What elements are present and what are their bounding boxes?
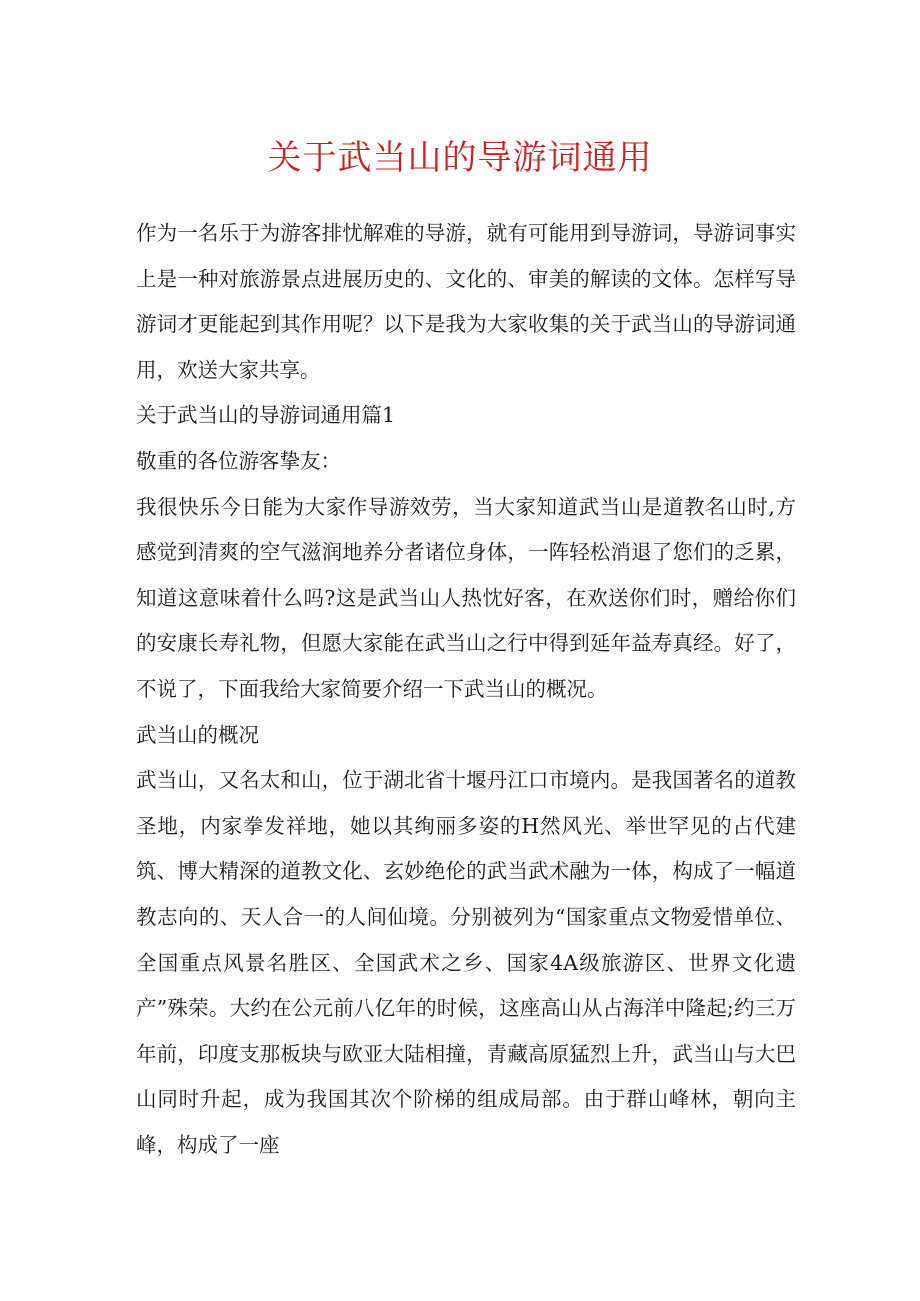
document-body	[136, 211, 796, 1168]
section-heading: 关于武当山的导游词通用篇1	[136, 403, 396, 428]
welcome-paragraph: 我很快乐今日能为大家作导游效劳，当大家知道武当山是道教名山时,方感觉到清爽的空气滋润地养分者诸位身体，一阵轻松消退了您们的乏累，知道这意味着什么吗?这是武当山人热忱好客，在欢送你们时，赠给你们的安康长寿礼物，但愿大家能在武当山之行中得到延年益寿真经。好了，不说了，下面我给大家简要介绍一下武当山的概况。	[136, 494, 796, 701]
intro-paragraph: 作为一名乐于为游客排忧解难的导游，就有可能用到导游词，导游词事实上是一种对旅游景点进展历史的、文化的、审美的解读的文体。怎样写导游词才更能起到其作用呢？以下是我为大家收集的关于武当山的导游词通用，欢送大家共享。	[136, 221, 796, 382]
salutation-paragraph: 敬重的各位游客挚友：	[136, 448, 341, 473]
overview-heading: 武当山的概况	[136, 722, 259, 747]
overview-paragraph: 武当山，又名太和山，位于湖北省十堰丹江口市境内。是我国著名的道教圣地，内家拳发祥地，她以其绚丽多姿的H然风光、举世罕见的占代建筑、博大精深的道教文化、玄妙绝伦的武当武术融为一体，构成了一幅道教志向的、天人合一的人间仙境。分别被列为“国家重点文物爱惜单位、全国重点风景名胜区、全国武术之乡、国家4A级旅游区、世界文化遗产”殊荣。大约在公元前八亿年的时候，这座高山从占海洋中隆起;约三万年前，印度支那板块与欧亚大陆相撞，青藏高原猛烈上升，武当山与大巴山同时升起，成为我国其次个阶梯的组成局部。由于群山峰林，朝向主峰，构成了一座	[136, 768, 796, 1157]
document-title: 关于武当山的导游词通用	[267, 138, 653, 178]
